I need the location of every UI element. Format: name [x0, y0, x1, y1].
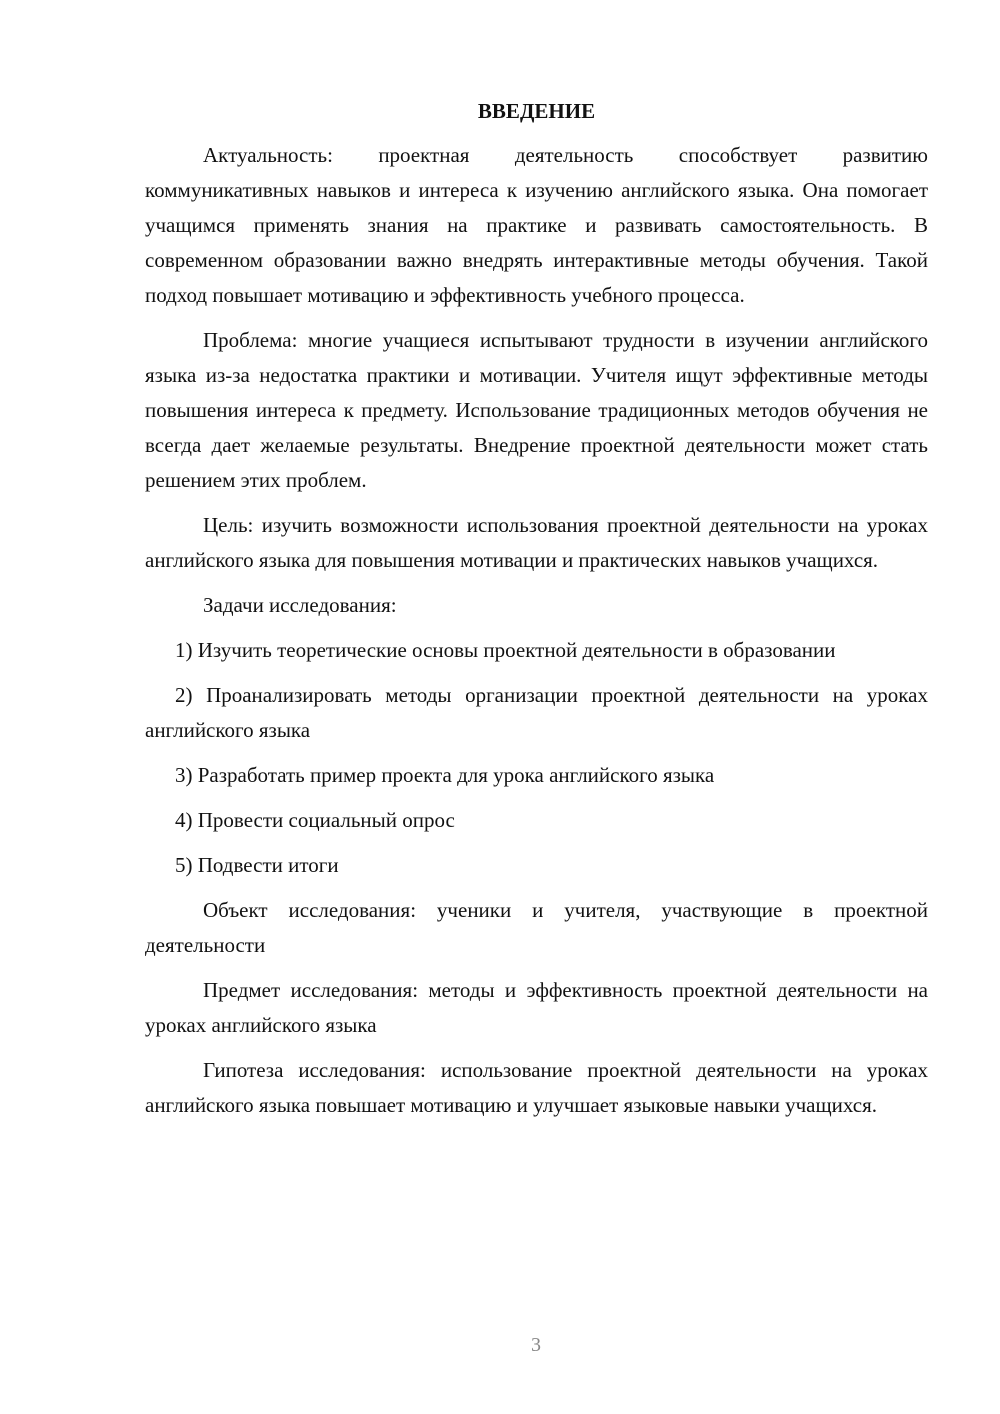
- document-page: [145, 96, 928, 1133]
- tasks-list: [145, 633, 928, 883]
- goal-paragraph: Цель: изучить возможности использования проектной деятельности на уроках английского языка для повышения мотивации и практических навыков учащихся.: [145, 513, 928, 572]
- list-item: 5) Подвести итоги: [175, 853, 339, 877]
- list-item: 1) Изучить теоретические основы проектной деятельности в образовании: [175, 638, 836, 662]
- list-item: 2) Проанализировать методы организации проектной деятельности на уроках английского языка: [145, 683, 928, 742]
- hypothesis-paragraph: Гипотеза исследования: использование проектной деятельности на уроках английского языка повышает мотивацию и улучшает языковые навыки учащихся.: [145, 1058, 928, 1117]
- list-item: 3) Разработать пример проекта для урока английского языка: [175, 763, 715, 787]
- tasks-heading: Задачи исследования:: [203, 593, 397, 617]
- page-number: 3: [531, 1334, 541, 1356]
- problem-paragraph: Проблема: многие учащиеся испытывают трудности в изучении английского языка из-за недостатка практики и мотивации. Учителя ищут эффективные методы повышения интереса к предмету. Использование традиционных методов обучения не всегда дает желаемые результаты. Внедрение проектной деятельности может стать решением этих проблем.: [145, 328, 928, 492]
- subject-paragraph: Предмет исследования: методы и эффективность проектной деятельности на уроках английского языка: [145, 978, 928, 1037]
- object-paragraph: Объект исследования: ученики и учителя, участвующие в проектной деятельности: [145, 898, 928, 957]
- list-item: 4) Провести социальный опрос: [175, 808, 455, 832]
- page-title: ВВЕДЕНИЕ: [477, 99, 596, 123]
- relevance-paragraph: Актуальность: проектная деятельность способствует развитию коммуникативных навыков и интереса к изучению английского языка. Она помогает учащимся применять знания на практике и развивать самостоятельность. В современном образовании важно внедрять интерактивные методы обучения. Такой подход повышает мотивацию и эффективность учебного процесса.: [145, 143, 928, 307]
